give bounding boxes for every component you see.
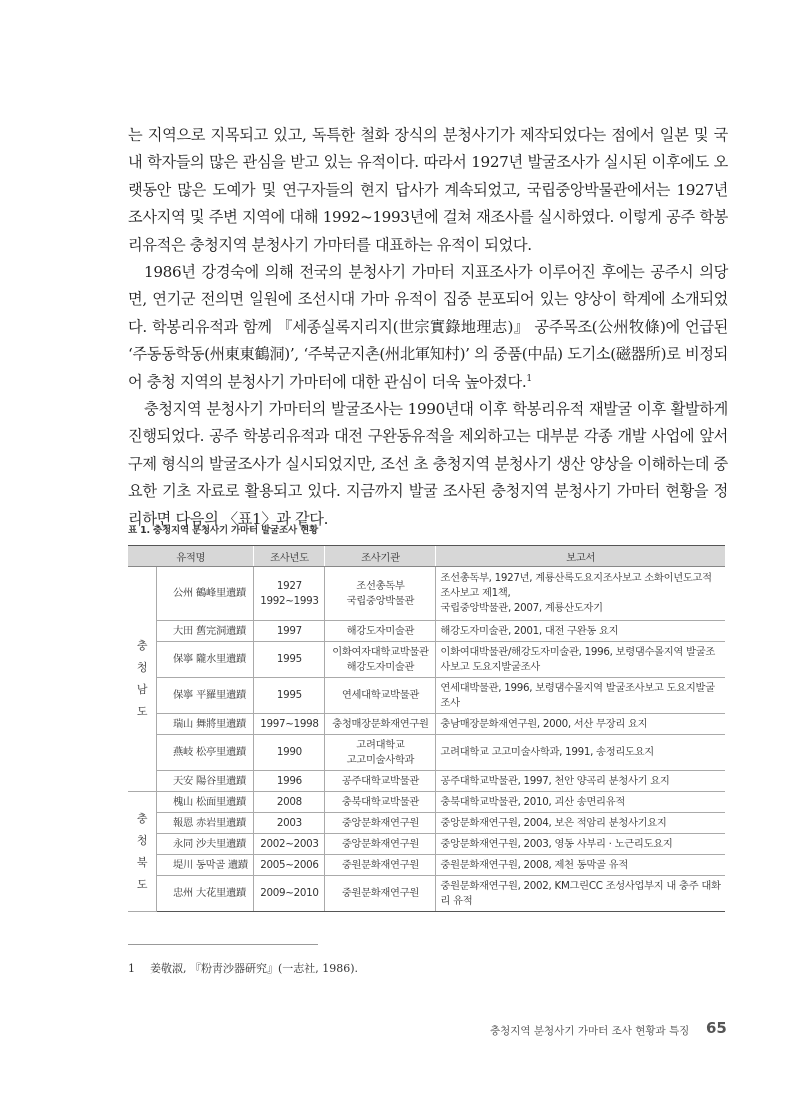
cell-site: 報恩 赤岩里遺蹟 bbox=[157, 813, 254, 834]
cell-org: 해강도자미술관 bbox=[325, 621, 436, 642]
cell-org: 충북대학교박물관 bbox=[325, 792, 436, 813]
survey-table bbox=[128, 545, 725, 912]
table-row bbox=[128, 735, 725, 771]
cell-report: 중앙문화재연구원, 2004, 보은 적암리 분청사기요지 bbox=[436, 813, 725, 834]
cell-org: 공주대학교박물관 bbox=[325, 771, 436, 792]
cell-report: 중원문화재연구원, 2008, 제천 동막골 유적 bbox=[436, 855, 725, 876]
table-row bbox=[128, 792, 725, 813]
footnote-marker[interactable]: 1 bbox=[526, 373, 532, 384]
cell-site: 堤川 동막골 遺蹟 bbox=[157, 855, 254, 876]
paragraph-2-text: 1986년 강경숙에 의해 전국의 분청사기 가마터 지표조사가 이루어진 후에는 공주시 의당면, 연기군 전의면 일원에 조선시대 가마 유적이 집중 분포되어 있는 양상이 학계에 소개되었다. 학봉리유적과 함께 『세종실록지리지(世宗實錄地理志)』 공주목조(公州牧條)에 언급된 ‘주동동학동(州東東鶴洞)’, ‘주북군지촌(州北軍知村)’ 의 중품(中品) 도기소(磁器所)로 비정되어 충청 지역의 분청사기 가마터에 대한 관심이 더욱 높아졌다. bbox=[128, 263, 728, 391]
cell-site: 燕岐 松亭里遺蹟 bbox=[157, 735, 254, 771]
cell-org: 고려대학교 고고미술사학과 bbox=[325, 735, 436, 771]
table-header-row bbox=[128, 546, 725, 567]
cell-report: 해강도자미술관, 2001, 대전 구완동 요지 bbox=[436, 621, 725, 642]
cell-site: 大田 舊完洞遺蹟 bbox=[157, 621, 254, 642]
cell-report: 중원문화재연구원, 2002, KM그린CC 조성사업부지 내 충주 대화리 유적 bbox=[436, 876, 725, 912]
footnote-text: 姜敬淑, 『粉靑沙器硏究』(一志社, 1986). bbox=[150, 962, 359, 975]
region-chungbuk: 충 청 북 도 bbox=[128, 792, 157, 912]
cell-report: 조선총독부, 1927년, 계룡산록도요지조사보고 소화이년도고적조사보고 제1책, 국립중앙박물관, 2007, 계룡산도자기 bbox=[436, 567, 725, 621]
cell-report: 고려대학교 고고미술사학과, 1991, 송정리도요지 bbox=[436, 735, 725, 771]
footnote bbox=[128, 960, 358, 976]
paragraph-2 bbox=[128, 259, 728, 396]
cell-year: 1997~1998 bbox=[254, 714, 325, 735]
cell-org: 충청매장문화재연구원 bbox=[325, 714, 436, 735]
cell-year: 2009~2010 bbox=[254, 876, 325, 912]
cell-report: 연세대박물관, 1996, 보령댐수몰지역 발굴조사보고 도요지발굴조사 bbox=[436, 678, 725, 714]
cell-org: 중원문화재연구원 bbox=[325, 876, 436, 912]
table-row bbox=[128, 714, 725, 735]
paragraph-1: 는 지역으로 지목되고 있고, 독특한 철화 장식의 분청사기가 제작되었다는 점에서 일본 및 국내 학자들의 많은 관심을 받고 있는 유적이다. 따라서 1927년 발굴조사가 실시된 이후에도 오랫동안 많은 도예가 및 연구자들의 현지 답사가 계속되었고, 국립중앙박물관에서는 1927년 조사지역 및 주변 지역에 대해 1992~1993년에 걸쳐 재조사를 실시하였다. 이렇게 공주 학봉리유적은 충청지역 분청사기 가마터를 대표하는 유적이 되었다. bbox=[128, 126, 728, 254]
table-row bbox=[128, 813, 725, 834]
region-chungnam: 충 청 남 도 bbox=[128, 567, 157, 792]
cell-org: 중앙문화재연구원 bbox=[325, 834, 436, 855]
cell-year: 2003 bbox=[254, 813, 325, 834]
header-year: 조사년도 bbox=[254, 546, 325, 567]
cell-report: 충남매장문화재연구원, 2000, 서산 무장리 요지 bbox=[436, 714, 725, 735]
cell-year: 1927 1992~1993 bbox=[254, 567, 325, 621]
table-row bbox=[128, 678, 725, 714]
cell-site: 忠州 大花里遺蹟 bbox=[157, 876, 254, 912]
cell-year: 2005~2006 bbox=[254, 855, 325, 876]
cell-site: 天安 陽谷里遺蹟 bbox=[157, 771, 254, 792]
footnote-rule bbox=[128, 944, 318, 945]
table-row bbox=[128, 771, 725, 792]
header-report: 보고서 bbox=[436, 546, 725, 567]
cell-site: 公州 鶴峰里遺蹟 bbox=[157, 567, 254, 621]
cell-site: 保寧 平羅里遺蹟 bbox=[157, 678, 254, 714]
footnote-number: 1 bbox=[128, 962, 135, 975]
cell-year: 1995 bbox=[254, 678, 325, 714]
cell-org: 중원문화재연구원 bbox=[325, 855, 436, 876]
cell-report: 이화여대박물관/해강도자미술관, 1996, 보령댐수몰지역 발굴조사보고 도요지발굴조사 bbox=[436, 642, 725, 678]
paragraph-3: 충청지역 분청사기 가마터의 발굴조사는 1990년대 이후 학봉리유적 재발굴 이후 활발하게 진행되었다. 공주 학봉리유적과 대전 구완동유적을 제외하고는 대부분 각종 개발 사업에 앞서 구제 형식의 발굴조사가 실시되었지만, 조선 초 충청지역 분청사기 생산 양상을 이해하는데 중요한 기초 자료로 활용되고 있다. 지금까지 발굴 조사된 충청지역 분청사기 가마터 현황을 정리하면 다음의 〈표1〉과 같다. bbox=[128, 400, 728, 528]
table-row bbox=[128, 567, 725, 621]
running-footer: 충청지역 분청사기 가마터 조사 현황과 특징 bbox=[490, 1025, 690, 1037]
page-number: 65 bbox=[706, 1019, 727, 1037]
body-text bbox=[128, 122, 728, 533]
cell-org: 중앙문화재연구원 bbox=[325, 813, 436, 834]
table-body bbox=[128, 567, 725, 912]
table-row bbox=[128, 876, 725, 912]
cell-org: 이화여자대학교박물관 해강도자미술관 bbox=[325, 642, 436, 678]
cell-site: 槐山 松面里遺蹟 bbox=[157, 792, 254, 813]
cell-site: 瑞山 舞將里遺蹟 bbox=[157, 714, 254, 735]
cell-site: 永同 沙夫里遺蹟 bbox=[157, 834, 254, 855]
table-row bbox=[128, 834, 725, 855]
header-org: 조사기관 bbox=[325, 546, 436, 567]
header-site: 유적명 bbox=[128, 546, 254, 567]
cell-report: 중앙문화재연구원, 2003, 영동 사부리 · 노근리도요지 bbox=[436, 834, 725, 855]
cell-year: 1997 bbox=[254, 621, 325, 642]
cell-site: 保寧 隴水里遺蹟 bbox=[157, 642, 254, 678]
cell-year: 1996 bbox=[254, 771, 325, 792]
cell-year: 1990 bbox=[254, 735, 325, 771]
cell-year: 1995 bbox=[254, 642, 325, 678]
cell-org: 조선총독부 국립중앙박물관 bbox=[325, 567, 436, 621]
table-row bbox=[128, 855, 725, 876]
cell-report: 충북대학교박물관, 2010, 괴산 송면리유적 bbox=[436, 792, 725, 813]
table-row bbox=[128, 621, 725, 642]
cell-year: 2002~2003 bbox=[254, 834, 325, 855]
cell-report: 공주대학교박물관, 1997, 천안 양곡리 분청사기 요지 bbox=[436, 771, 725, 792]
cell-org: 연세대학교박물관 bbox=[325, 678, 436, 714]
table-row bbox=[128, 642, 725, 678]
cell-year: 2008 bbox=[254, 792, 325, 813]
table-caption: 표 1. 충청지역 분청사기 가마터 발굴조사 현황 bbox=[128, 525, 319, 536]
